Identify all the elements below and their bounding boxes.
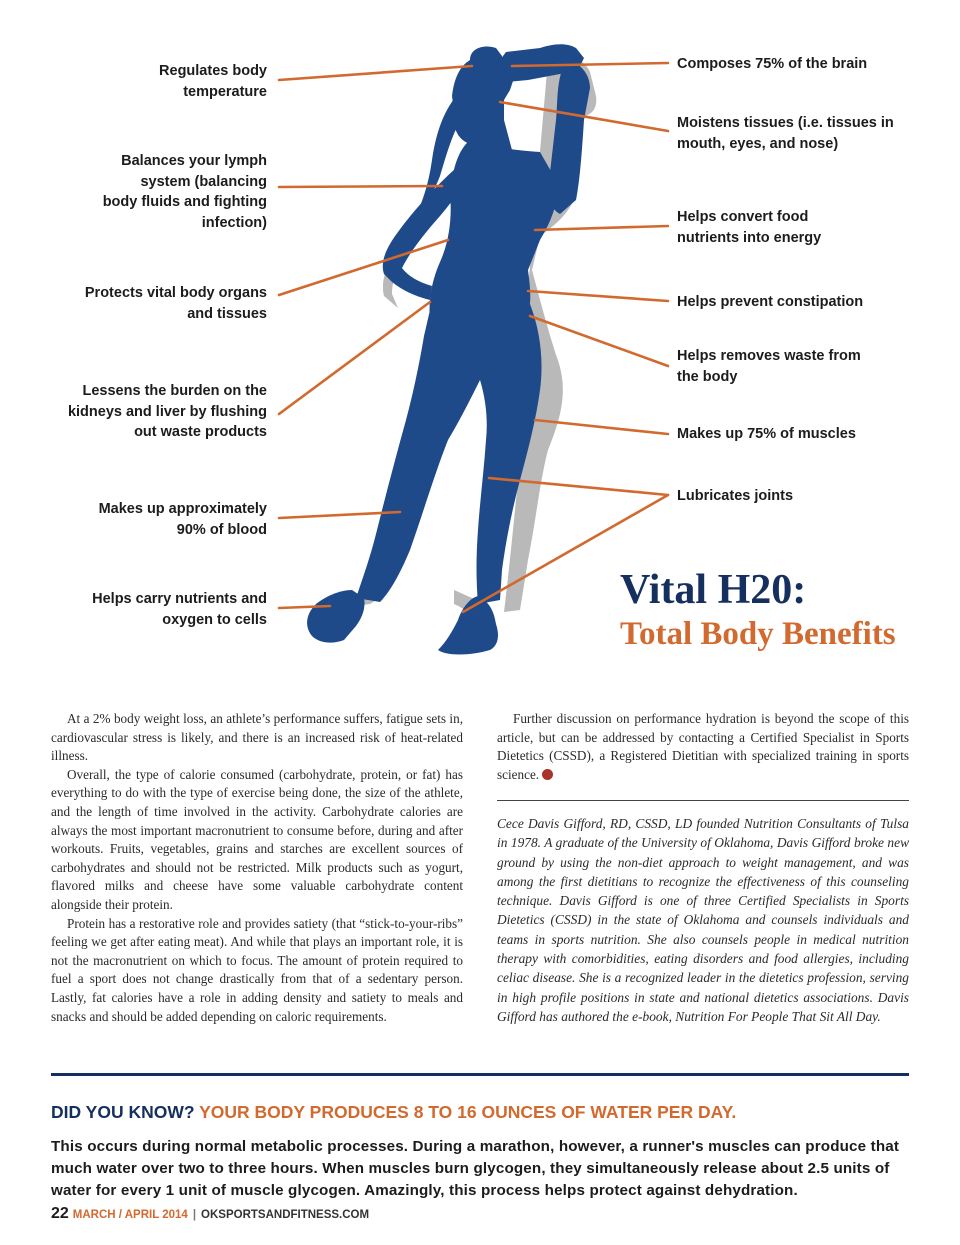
label-moistens-tissues: Moistens tissues (i.e. tissues in mouth, eyes, and nose) xyxy=(677,115,894,152)
footer-separator: | xyxy=(192,1209,197,1221)
end-mark-icon xyxy=(542,769,553,780)
leader-line xyxy=(279,302,430,414)
section-divider xyxy=(51,1073,909,1076)
issue-date: MARCH / APRIL 2014 xyxy=(72,1209,188,1221)
label-regulates-temperature: Regulates body temperature xyxy=(159,63,267,100)
article-left-column xyxy=(51,710,463,1026)
bio-divider xyxy=(497,800,909,801)
author-bio: Cece Davis Gifford, RD, CSSD, LD founded Nutrition Consultants of Tulsa in 1978. A graduate of the University of Oklahoma, Davis Gifford broke new ground by using the non-diet approach to weight management, and was among the first dietitians to recognize the effectiveness of this counseling technique. Davis Gifford is one of three Certified Specialists in Sports Dietetics (CSSD) in the state of Oklahoma and counsels individuals and teams in sports nutrition. She also counsels people in medical nutrition therapy with comorbidities, eating disorders and food allergies, including celiac disease. She is a recognized leader in the dietetics profession, serving in high profile positions in state and national dietetics associations. Davis Gifford has authored the e-book, Nutrition For People That Sit All Day. xyxy=(497,816,909,1024)
right-shoe xyxy=(438,596,498,655)
did-you-know-question: DID YOU KNOW? xyxy=(51,1102,195,1122)
did-you-know-answer: YOUR BODY PRODUCES 8 TO 16 OUNCES OF WATER PER DAY. xyxy=(199,1102,737,1122)
article-right-column xyxy=(497,710,909,784)
article-paragraph: Protein has a restorative role and provides satiety (that “stick-to-your-ribs” feeling we get after eating meat). And while that plays an important role, it is not the macronutrient on which to focus. The amount of protein required to fuel a sport does not change drastically from that of a sedentary person. Lastly, fat calories have a role in adding density and satiety to meals and snacks and should be added depending on caloric requirements. xyxy=(51,915,463,1024)
page-footer xyxy=(51,1205,369,1223)
label-muscles: Makes up 75% of muscles xyxy=(677,426,856,442)
label-joints: Lubricates joints xyxy=(677,488,794,504)
label-brain: Composes 75% of the brain xyxy=(677,56,868,72)
label-kidneys-liver: Lessens the burden on the kidneys and liver by flushing out waste products xyxy=(67,383,267,440)
label-constipation: Helps prevent constipation xyxy=(677,294,864,310)
leader-line xyxy=(535,226,668,230)
page-number: 22 xyxy=(51,1205,69,1222)
page-title: Vital H20: xyxy=(620,567,807,613)
label-blood: Makes up approximately 90% of blood xyxy=(98,501,267,538)
did-you-know-heading xyxy=(51,1102,736,1123)
label-waste: Helps removes waste from the body xyxy=(677,348,861,385)
leader-line xyxy=(279,66,472,80)
label-nutrients-oxygen: Helps carry nutrients and oxygen to cells xyxy=(92,591,267,628)
label-protects-organs: Protects vital body organs and tissues xyxy=(84,285,267,322)
article-paragraph: At a 2% body weight loss, an athlete’s performance suffers, fatigue sets in, cardiovascular stress is likely, and there is an increased risk of heat-related illness. xyxy=(51,711,463,764)
did-you-know-body: This occurs during normal metabolic processes. During a marathon, however, a runner's muscles can produce that much water over two to three hours. When muscles burn glycogen, they simultaneously release about 2.5 units of water for every 1 unit of muscle glycogen. Amazingly, this process helps protect against dehydration. xyxy=(51,1138,900,1199)
website-link[interactable]: OKSPORTSANDFITNESS.COM xyxy=(201,1209,370,1221)
label-lymph-system: Balances your lymph system (balancing body fluids and fighting infection) xyxy=(102,153,267,231)
article-paragraph: Overall, the type of calorie consumed (carbohydrate, protein, or fat) has everything to do with the type of exercise being done, the size of the athlete, and the length of time involved in the activity. Carbohydrate calories are always the most important macronutrient to consume before, during and after workouts. Fruits, vegetables, grains and starches are excellent sources of carbohydrates and should not be restricted. Milk products such as yogurt, flavored milks and cheese have some valuable carbohydrate content alongside their protein. xyxy=(51,766,463,912)
label-food-energy: Helps convert food nutrients into energy xyxy=(677,209,822,246)
left-shoe xyxy=(307,590,364,643)
leader-line xyxy=(528,291,668,301)
leader-line xyxy=(279,186,442,187)
article-paragraph: Further discussion on performance hydration is beyond the scope of this article, but can be addressed by contacting a Certified Specialist in Sports Dietetics (CSSD), a Registered Dietitian with specialized training in sports science. xyxy=(497,711,909,782)
page-subtitle: Total Body Benefits xyxy=(620,616,896,652)
